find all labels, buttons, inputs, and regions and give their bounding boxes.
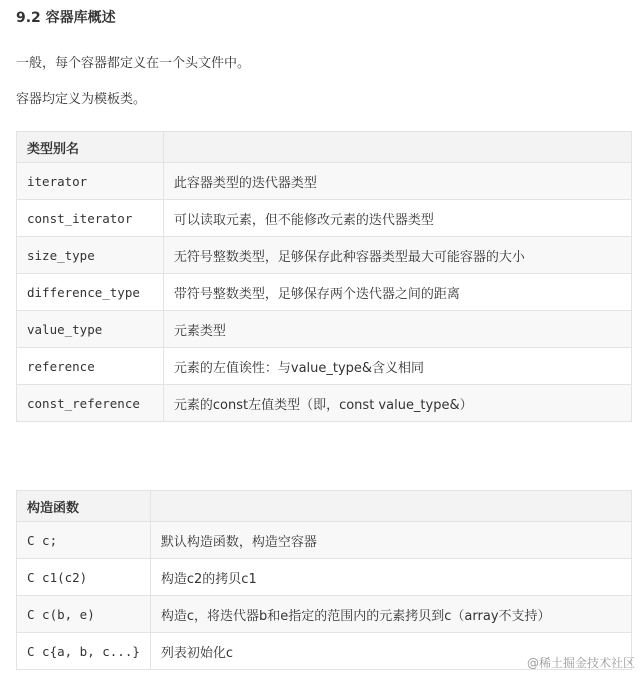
table-row [17,348,632,385]
constructor-description-cell: 列表初始化c [150,633,631,670]
constructor-table [16,490,632,670]
table-header-cell [163,132,631,163]
alias-description-cell: 元素的const左值类型（即，const value_type&） [163,385,631,422]
alias-description-cell: 可以读取元素，但不能修改元素的迭代器类型 [163,200,631,237]
table-row [17,385,632,422]
paragraph-header-files: 一般，每个容器都定义在一个头文件中。 [16,56,251,71]
table-header-row [17,491,632,522]
constructor-signature-cell: C c1(c2) [17,559,151,596]
table-row [17,311,632,348]
table-row [17,596,632,633]
alias-name-cell: iterator [17,163,164,200]
alias-name-cell: value_type [17,311,164,348]
constructor-description-cell: 构造c，将迭代器b和e指定的范围内的元素拷贝到c（array不支持） [150,596,631,633]
alias-description-cell: 此容器类型的迭代器类型 [163,163,631,200]
table-header-cell: 类型别名 [17,132,164,163]
watermark: @稀土掘金技术社区 [526,656,635,670]
table-header-cell [150,491,631,522]
table-row [17,237,632,274]
alias-description-cell: 元素的左值诶性：与value_type&含义相同 [163,348,631,385]
alias-name-cell: difference_type [17,274,164,311]
constructor-signature-cell: C c{a, b, c...} [17,633,151,670]
table-row [17,200,632,237]
table-row [17,274,632,311]
paragraph-template-classes: 容器均定义为模板类。 [16,92,147,107]
section-heading: 9.2 容器库概述 [16,10,116,26]
alias-description-cell: 带符号整数类型，足够保存两个迭代器之间的距离 [163,274,631,311]
table-row [17,559,632,596]
constructor-signature-cell: C c(b, e) [17,596,151,633]
type-alias-table [16,131,632,422]
alias-description-cell: 无符号整数类型，足够保存此种容器类型最大可能容器的大小 [163,237,631,274]
alias-name-cell: const_iterator [17,200,164,237]
alias-name-cell: reference [17,348,164,385]
table-row [17,163,632,200]
table-row [17,522,632,559]
table-header-row [17,132,632,163]
alias-name-cell: size_type [17,237,164,274]
alias-description-cell: 元素类型 [163,311,631,348]
constructor-signature-cell: C c; [17,522,151,559]
constructor-description-cell: 默认构造函数，构造空容器 [150,522,631,559]
constructor-description-cell: 构造c2的拷贝c1 [150,559,631,596]
alias-name-cell: const_reference [17,385,164,422]
table-header-cell: 构造函数 [17,491,151,522]
